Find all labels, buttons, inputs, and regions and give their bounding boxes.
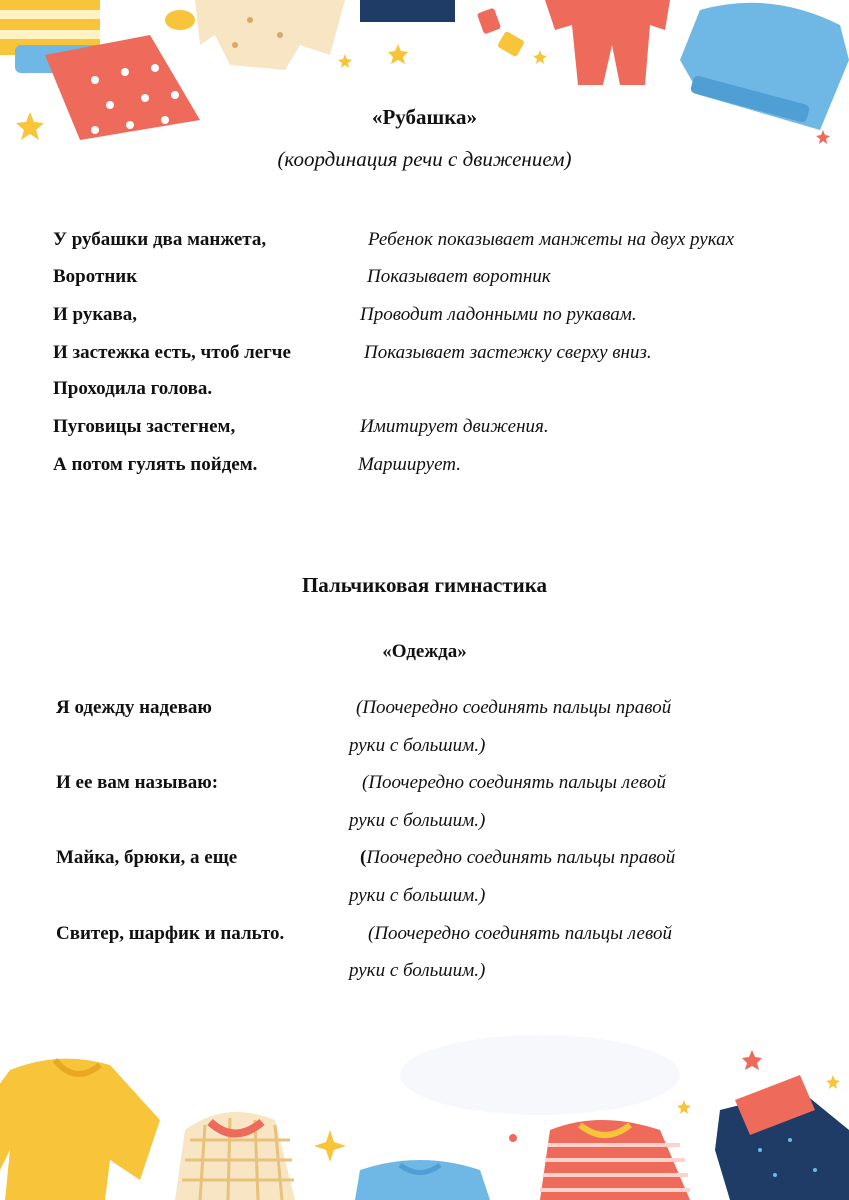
verse-row bbox=[0, 847, 849, 877]
verse-row bbox=[0, 229, 849, 259]
star-icon-8 bbox=[677, 1100, 691, 1114]
verse-line: И рукава, bbox=[53, 304, 138, 325]
striped-hat-icon bbox=[0, 0, 115, 73]
verse-action bbox=[360, 847, 675, 869]
small-box-icon bbox=[477, 8, 501, 35]
poem-subtitle: (координация речи с движением) bbox=[277, 147, 572, 171]
verse-line: И ее вам называю: bbox=[56, 772, 219, 793]
verse-row bbox=[0, 304, 849, 334]
verse-row bbox=[0, 772, 849, 802]
sparkle-icon bbox=[314, 1130, 346, 1162]
verse-line: Проходила голова. bbox=[53, 378, 213, 399]
verse-line: Воротник bbox=[53, 266, 138, 287]
verse-line: Я одежду надеваю bbox=[56, 697, 212, 718]
cloud-icon bbox=[400, 1035, 680, 1115]
navy-sweater-icon bbox=[715, 1075, 849, 1200]
verse-action-continuation: руки с большим.) bbox=[349, 810, 486, 831]
bottom-clothing-decoration bbox=[0, 1030, 849, 1200]
verse-row bbox=[0, 735, 849, 765]
star-icon-6 bbox=[742, 1050, 762, 1070]
verse-row bbox=[0, 885, 849, 915]
verse-line: Пуговицы застегнем, bbox=[53, 416, 236, 437]
verse-action: Марширует. bbox=[358, 454, 461, 475]
red-romper-icon bbox=[545, 0, 670, 85]
verse-action: (Поочередно соединять пальцы левой bbox=[362, 772, 666, 793]
star-icon-2 bbox=[388, 44, 408, 64]
star-icon-4 bbox=[533, 50, 547, 64]
verse-row bbox=[0, 697, 849, 727]
verse-line: И застежка есть, чтоб легче bbox=[53, 342, 291, 363]
section-heading: Пальчиковая гимнастика bbox=[301, 573, 548, 597]
verse-action: Ребенок показывает манжеты на двух руках bbox=[368, 229, 735, 250]
verse-action-paren: ( bbox=[360, 847, 367, 868]
cream-shirt-icon bbox=[195, 0, 345, 70]
verse-line: А потом гулять пойдем. bbox=[53, 454, 258, 475]
verse-action: Показывает воротник bbox=[367, 266, 551, 287]
verse-row bbox=[0, 454, 849, 484]
verse-action-continuation: руки с большим.) bbox=[349, 960, 486, 981]
dot-icon bbox=[509, 1134, 517, 1142]
verse-action: Показывает застежку сверху вниз. bbox=[364, 342, 652, 363]
verse-action: (Поочередно соединять пальцы левой bbox=[368, 923, 672, 944]
verse-action-continuation: руки с большим.) bbox=[349, 735, 486, 756]
verse-line: У рубашки два манжета, bbox=[53, 229, 267, 250]
verse-row bbox=[0, 416, 849, 446]
verse-row bbox=[0, 378, 849, 408]
star-icon-5 bbox=[816, 130, 830, 144]
verse-action: Имитирует движения. bbox=[360, 416, 549, 437]
verse-row bbox=[0, 266, 849, 296]
verse-action-continuation: руки с большим.) bbox=[349, 885, 486, 906]
verse-row bbox=[0, 342, 849, 372]
verse-line: Свитер, шарфик и пальто. bbox=[56, 923, 285, 944]
checkered-shirt-icon bbox=[175, 1112, 295, 1200]
verse-row bbox=[0, 960, 849, 990]
leaf-icon bbox=[165, 10, 195, 30]
verse-action-text: Поочередно соединять пальцы правой bbox=[366, 847, 676, 868]
star-icon-7 bbox=[826, 1075, 840, 1089]
poem-title: «Рубашка» bbox=[371, 105, 478, 129]
small-box-icon-2 bbox=[497, 31, 525, 58]
verse-row bbox=[0, 810, 849, 840]
verse-action: Проводит ладонными по рукавам. bbox=[360, 304, 637, 325]
star-icon-3 bbox=[338, 54, 352, 68]
poem-title-2: «Одежда» bbox=[382, 641, 467, 662]
navy-pants-icon bbox=[360, 0, 455, 22]
blue-shirt-icon bbox=[355, 1160, 490, 1200]
verse-row bbox=[0, 923, 849, 953]
verse-line: Майка, брюки, а еще bbox=[56, 847, 238, 868]
yellow-sweater-icon bbox=[0, 1059, 160, 1200]
striped-shirt-icon bbox=[540, 1120, 690, 1200]
verse-action: (Поочередно соединять пальцы правой bbox=[356, 697, 672, 718]
